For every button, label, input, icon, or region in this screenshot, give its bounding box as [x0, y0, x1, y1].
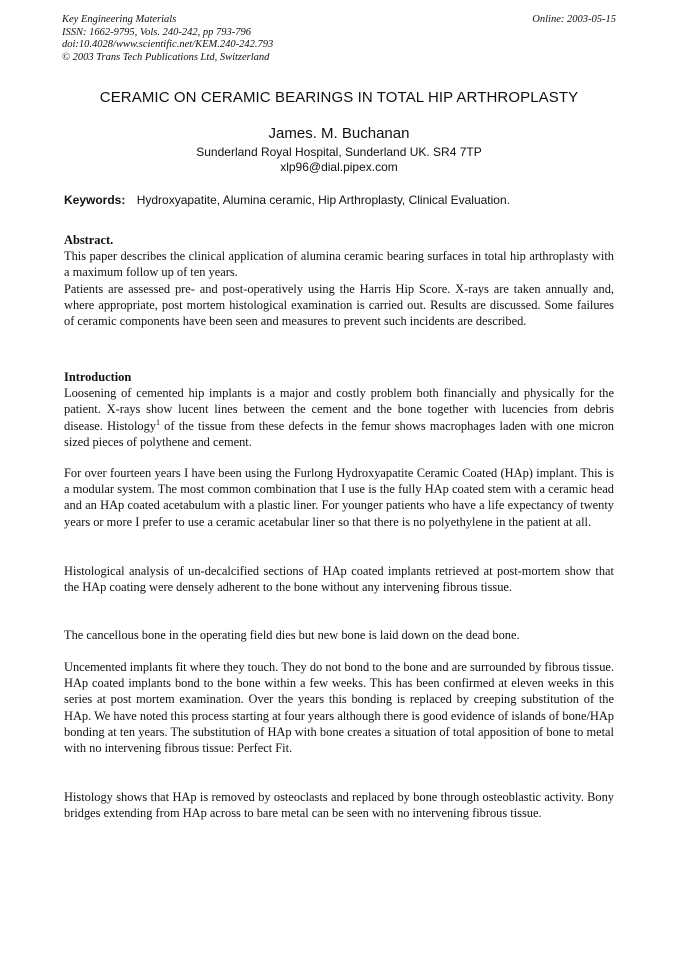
author-affiliation: Sunderland Royal Hospital, Sunderland UK. SR4 7TP [196, 145, 482, 159]
introduction-paragraph-5: Uncemented implants fit where they touch. They do not bond to the bone and are surrounded by fibrous tissue. HAp coated implants bond to the bone within a few weeks. This has been confirmed at eleven weeks in this series at post mortem examination. Over the years this bonding is replaced by creeping substitution of the HAp. We have noted this process starting at four years although there is good evidence of islands of bone/HAp bonding at ten years. The substitution of HAp with bone creates a situation of total apposition of bone to metal with no intervening fibrous tissue: Perfect Fit. [64, 660, 614, 756]
publication-header [62, 14, 273, 64]
paper-title: CERAMIC ON CERAMIC BEARINGS IN TOTAL HIP ARTHROPLASTY [99, 89, 579, 106]
introduction-heading: Introduction [64, 370, 132, 384]
introduction-section [64, 369, 614, 450]
abstract-paragraph-1: This paper describes the clinical application of alumina ceramic bearing surfaces in total hip arthroplasty with a maximum follow up of ten years. [64, 249, 614, 280]
keywords-text: Hydroxyapatite, Alumina ceramic, Hip Arthroplasty, Clinical Evaluation. [136, 193, 510, 207]
introduction-paragraph-1 [64, 385, 614, 450]
abstract-paragraph-2: Patients are assessed pre- and post-operatively using the Harris Hip Score. X-rays are taken annually and, where appropriate, post mortem histological examination is carried out. Results are discussed. Some failures of ceramic components have been seen and measures to prevent such incidents are described. [64, 281, 614, 329]
keywords-label: Keywords: [64, 193, 126, 207]
introduction-paragraph-3: Histological analysis of un-decalcified sections of HAp coated implants retrieved at post-mortem show that the HAp coating were densely adherent to the bone without any intervening fibrous tissue. [64, 564, 614, 595]
reference-marker: 1 [155, 417, 160, 427]
intro-p1-start: Loosening of cemented hip implants is a major and costly problem both financially and physically for the patient. X-rays show lucent lines between the cement and the bone together with lucencies from debris disease. Histology [64, 386, 614, 433]
copyright-line: © 2003 Trans Tech Publications Ltd, Switzerland [62, 51, 270, 63]
online-date: Online: 2003-05-15 [532, 14, 616, 25]
author-name: James. M. Buchanan [268, 125, 410, 142]
introduction-paragraph-6: Histology shows that HAp is removed by osteoclasts and replaced by bone through osteoblastic activity. Bony bridges extending from HAp across to bare metal can be seen with no intervening fibrous tissue. [64, 790, 614, 821]
doi-line: doi:10.4028/www.scientific.net/KEM.240-242.793 [62, 39, 274, 50]
abstract-heading: Abstract. [64, 233, 114, 247]
introduction-paragraph-2: For over fourteen years I have been using the Furlong Hydroxyapatite Ceramic Coated (HAp) implant. This is a modular system. The most common combination that I use is the fully HAp coated stem with a ceramic head and an HAp coated acetabulum with a plastic liner. For younger patients who have a life expectancy of twenty years or more I prefer to use a ceramic acetabular liner so that there is no polyethylene in the patient at all. [64, 466, 614, 529]
abstract-section [64, 232, 614, 329]
journal-name: Key Engineering Materials [62, 14, 177, 25]
author-email: xlp96@dial.pipex.com [280, 160, 398, 174]
keywords-line [64, 193, 624, 207]
introduction-paragraph-4: The cancellous bone in the operating field dies but new bone is laid down on the dead bone. [64, 628, 520, 642]
issn-line: ISSN: 1662-9795, Vols. 240-242, pp 793-796 [62, 26, 251, 38]
intro-p1-end: of the tissue from these defects in the femur shows macrophages laden with one micron sized pieces of polythene and cement. [64, 418, 614, 449]
